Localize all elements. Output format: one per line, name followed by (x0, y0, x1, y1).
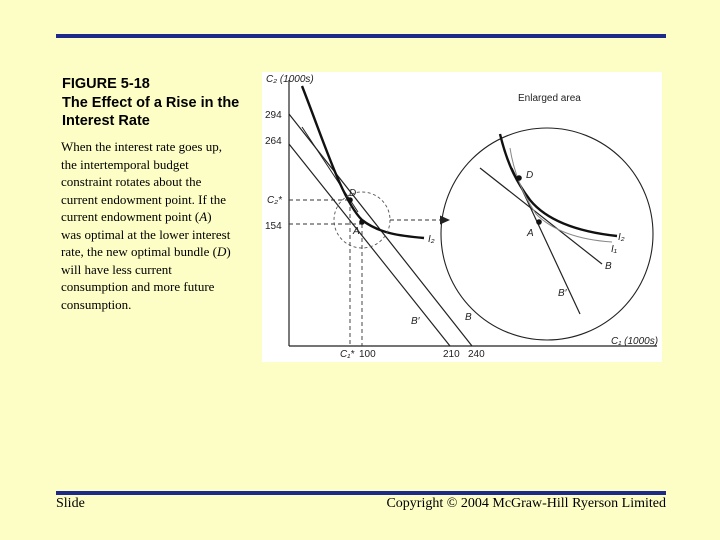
enlarged-label-i2: I₂ (618, 232, 625, 243)
indifference-curve-i2 (302, 86, 424, 238)
description-part-3: ) will have less current consumption and more future consumption. (61, 244, 231, 312)
enlarged-title: Enlarged area (518, 93, 581, 104)
enlarged-label-b-prime: B′ (558, 288, 567, 299)
intertemporal-diagram (262, 72, 662, 362)
x-axis-label: C₁ (1000s) (611, 336, 659, 347)
label-a: A (353, 226, 360, 237)
diagram-svg (262, 72, 662, 362)
budget-line-b-prime (289, 144, 450, 346)
description-point-a: A (199, 209, 208, 224)
description-part-2: ) was optimal at the lower interest rate, the new optimal bundle ( (61, 209, 231, 259)
tick-264: 264 (265, 136, 282, 147)
enlarged-label-d: D (526, 170, 534, 181)
top-rule (56, 34, 666, 38)
bottom-rule (56, 491, 666, 495)
tick-294: 294 (265, 110, 282, 121)
enlarged-label-i1: I₁ (611, 244, 617, 255)
enlarged-label-b: B (605, 261, 612, 272)
figure-title: The Effect of a Rise in the Interest Rate (62, 94, 240, 129)
label-d: D (349, 188, 357, 199)
tick-c2-star: C₂* (267, 195, 282, 206)
figure-heading (62, 75, 242, 131)
tick-240: 240 (468, 349, 485, 360)
enlarged-point-d (516, 175, 522, 181)
tick-100: 100 (359, 349, 376, 360)
tick-210: 210 (443, 349, 460, 360)
label-b: B (465, 312, 472, 323)
tick-154: 154 (265, 221, 282, 232)
footer-slide-label: Slide (56, 496, 85, 511)
enlarged-point-a (536, 219, 542, 225)
figure-label: FIGURE 5-18 (62, 76, 150, 92)
footer-copyright: Copyright © 2004 McGraw-Hill Ryerson Limited (386, 496, 666, 511)
figure-description (61, 138, 231, 313)
point-a (359, 219, 365, 225)
tick-c1-star: C₁* (340, 349, 355, 360)
label-i2: I₂ (428, 234, 435, 245)
enlarged-curve-i2 (500, 134, 617, 236)
label-b-prime: B′ (411, 316, 420, 327)
enlarged-label-a: A (527, 228, 534, 239)
description-point-d: D (216, 244, 227, 259)
description-part-1: When the interest rate goes up, the intertemporal budget constraint rotates about the current endowment point. If the current endowment point ( (61, 139, 226, 224)
enlarged-budget-b (480, 168, 602, 264)
enlarged-curve-i1 (510, 148, 612, 242)
y-axis-label: C₂ (1000s) (266, 74, 314, 85)
